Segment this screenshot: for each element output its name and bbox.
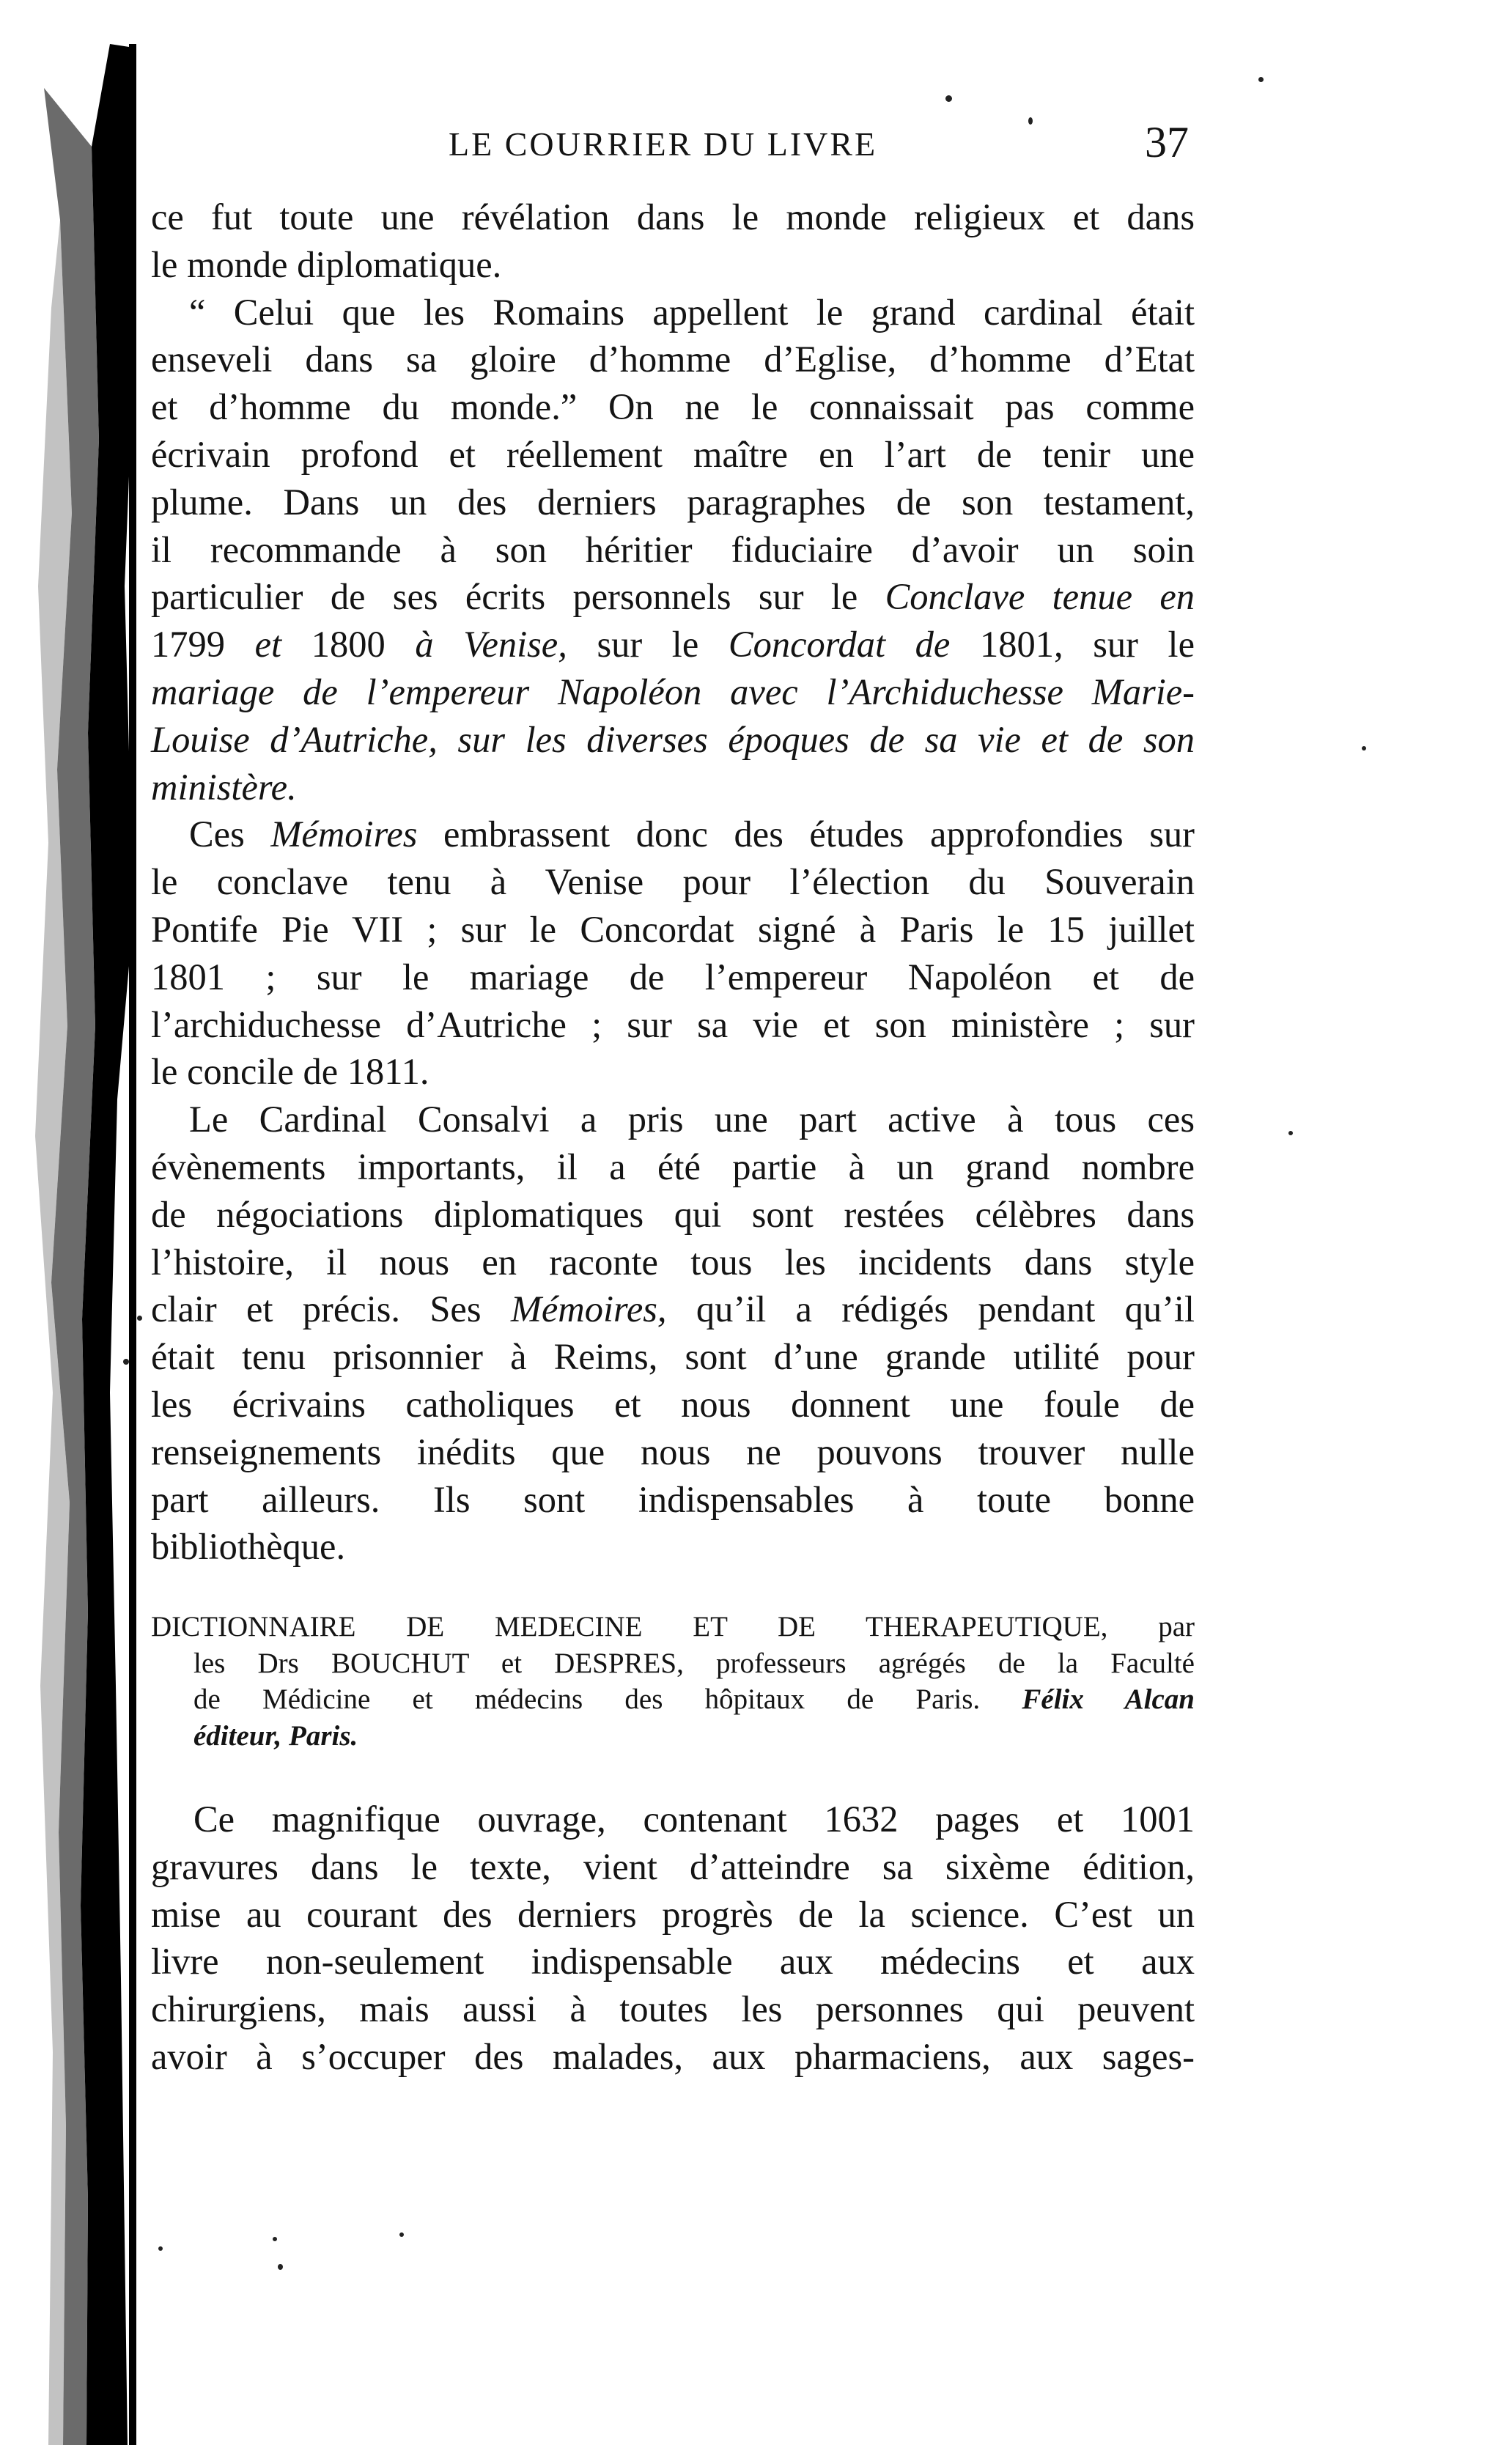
scan-speck — [399, 2232, 404, 2237]
italic-title: Concordat de — [728, 624, 951, 665]
scan-speck — [123, 1359, 129, 1365]
text-line: évènements importants, il a été partie à un grand nombre — [151, 1146, 1195, 1187]
text-line: chirurgiens, mais aussi à toutes les personnes qui peuvent — [151, 1988, 1195, 2030]
binding-shadow-graphic — [0, 0, 154, 2445]
page-number: 37 — [1145, 118, 1189, 166]
text-line: bibliothèque. — [151, 1526, 346, 1568]
italic-word: et — [254, 624, 282, 665]
text-line: renseignements inédits que nous ne pouvons trouver nulle — [151, 1431, 1195, 1472]
text-line: ce fut toute une révélation dans le monde religieux et dans — [151, 196, 1195, 237]
text-run: embrassent donc des études approfondies sur — [417, 814, 1195, 855]
text-run: 1800 — [281, 624, 416, 665]
italic-word: à Venise, — [415, 624, 567, 665]
scan-speck — [1288, 1131, 1293, 1135]
text-run: qu’il a rédigés pendant qu’il — [666, 1288, 1195, 1330]
text-run: clair et précis. Ses — [151, 1288, 511, 1330]
text-line: ministère. — [151, 766, 297, 808]
italic-title: Mémoires, — [510, 1288, 667, 1330]
text-line — [151, 811, 1195, 858]
text-line: 1801 ; sur le mariage de l’empereur Napoléon et de — [151, 956, 1195, 997]
italic-title: Mémoires — [270, 814, 418, 855]
text-run: particulier de ses écrits personnels sur le — [151, 576, 885, 618]
publisher-name: Félix Alcan — [1022, 1684, 1195, 1715]
text-line: part ailleurs. Ils sont indispensables à toute bonne — [151, 1478, 1195, 1520]
text-line: il recommande à son héritier fiduciaire d’avoir un soin — [151, 528, 1195, 570]
text-line — [151, 1286, 1195, 1333]
text-run: 1801, sur le — [950, 624, 1195, 665]
consalvi-memoires-article — [151, 193, 1195, 1571]
text-line: livre non-seulement indispensable aux médecins et aux — [151, 1941, 1195, 1983]
text-run: sur le — [567, 624, 729, 665]
scan-speck — [945, 95, 952, 102]
scan-speck — [278, 2264, 283, 2270]
notice-line: les Drs BOUCHUT et DESPRES, professeurs agrégés de la Faculté — [193, 1647, 1195, 1679]
notice-line — [151, 1681, 1195, 1718]
text-line: “ Celui que les Romains appellent le grand cardinal était — [189, 291, 1195, 333]
text-line: gravures dans le texte, vient d’atteindre sa sixème édition, — [151, 1845, 1195, 1887]
text-run: Ces — [189, 814, 271, 855]
page-header — [449, 117, 1189, 169]
text-line: le conclave tenu à Venise pour l’élection du Souverain — [151, 861, 1195, 903]
scanned-binding-edge — [0, 0, 154, 2445]
text-line: Le Cardinal Consalvi a pris une part active à tous ces — [189, 1099, 1195, 1140]
text-line: et d’homme du monde.” On ne le connaissait pas comme — [151, 386, 1195, 428]
text-line: de négociations diplomatiques qui sont restées célèbres dans — [151, 1193, 1195, 1235]
notice-line: éditeur, Paris. — [193, 1719, 358, 1752]
text-line: l’histoire, il nous en raconte tous les incidents dans style — [151, 1241, 1195, 1283]
dictionnaire-review — [151, 1796, 1195, 2081]
text-line — [151, 573, 1195, 621]
text-line: mariage de l’empereur Napoléon avec l’Archiduchesse Marie- — [151, 671, 1195, 712]
text-line: plume. Dans un des derniers paragraphes de son testament, — [151, 481, 1195, 523]
text-run: 1799 — [151, 624, 255, 665]
text-line: Louise d’Autriche, sur les diverses époques de sa vie et de son — [151, 718, 1195, 760]
text-line: Pontife Pie VII ; sur le Concordat signé à Paris le 15 juillet — [151, 908, 1195, 950]
notice-title-line: DICTIONNAIRE DE MEDECINE ET DE THERAPEUTIQUE, par — [151, 1611, 1195, 1642]
text-line: le concile de 1811. — [151, 1051, 429, 1093]
scan-speck — [273, 2237, 277, 2241]
text-line: l’archiduchesse d’Autriche ; sur sa vie et son ministère ; sur — [151, 1003, 1195, 1045]
text-line: avoir à s’occuper des malades, aux pharmaciens, aux sages- — [151, 2035, 1195, 2077]
text-line: écrivain profond et réellement maître en l’art de tenir une — [151, 433, 1195, 475]
scan-speck — [137, 1316, 142, 1321]
text-line: mise au courant des derniers progrès de la science. C’est un — [151, 1893, 1195, 1935]
text-line: le monde diplomatique. — [151, 243, 502, 285]
scan-speck — [1258, 77, 1264, 82]
text-line: enseveli dans sa gloire d’homme d’Eglise, d’homme d’Etat — [151, 339, 1195, 380]
text-run: de Médicine et médecins des hôpitaux de Paris. — [193, 1684, 1022, 1715]
text-line: Ce magnifique ouvrage, contenant 1632 pages et 1001 — [193, 1799, 1195, 1840]
scan-speck — [1028, 117, 1033, 125]
italic-title: Conclave tenue en — [885, 576, 1195, 618]
text-line: était tenu prisonnier à Reims, sont d’une grande utilité pour — [151, 1336, 1195, 1378]
scan-speck — [1362, 746, 1366, 751]
book-notice-dictionnaire — [151, 1609, 1195, 1754]
text-line — [151, 621, 1195, 668]
scan-speck — [158, 2246, 163, 2251]
text-line: les écrivains catholiques et nous donnent une foule de — [151, 1383, 1195, 1425]
running-title: LE COURRIER DU LIVRE — [449, 125, 878, 163]
